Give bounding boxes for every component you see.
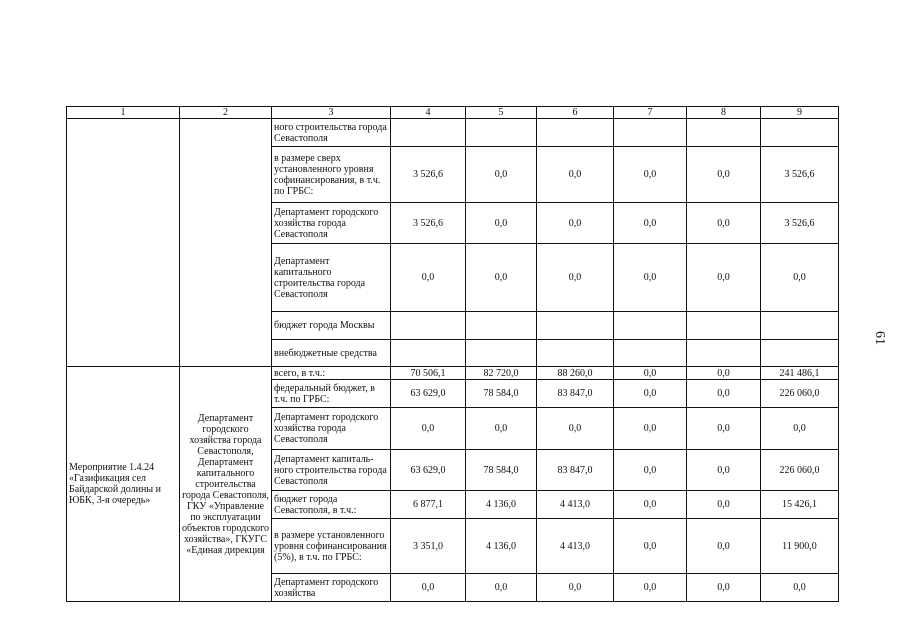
value-cell: 3 526,6 [391,203,466,244]
value-cell: 15 426,1 [761,491,839,519]
value-cell: 3 351,0 [391,519,466,574]
value-cell: 0,0 [466,408,537,450]
value-cell [466,119,537,147]
header-cell: 9 [761,107,839,119]
header-cell: 8 [687,107,761,119]
value-cell: 70 506,1 [391,367,466,380]
header-cell: 6 [537,107,614,119]
value-cell: 0,0 [537,147,614,203]
value-cell: 0,0 [466,244,537,312]
value-cell [537,119,614,147]
value-cell [614,312,687,340]
value-cell: 3 526,6 [761,147,839,203]
funding-source: в размере установленного уровня софинансирования (5%), в т.ч. по ГРБС: [272,519,391,574]
value-cell: 63 629,0 [391,450,466,491]
value-cell: 0,0 [537,244,614,312]
value-cell: 0,0 [687,491,761,519]
value-cell [466,312,537,340]
value-cell: 0,0 [761,408,839,450]
budget-table [66,106,839,602]
value-cell: 0,0 [466,147,537,203]
header-cell: 4 [391,107,466,119]
value-cell: 0,0 [614,408,687,450]
empty-cell [67,119,180,367]
value-cell [761,340,839,367]
value-cell: 0,0 [687,367,761,380]
value-cell: 0,0 [687,380,761,408]
value-cell: 78 584,0 [466,450,537,491]
value-cell: 0,0 [687,244,761,312]
value-cell: 0,0 [391,574,466,602]
value-cell: 83 847,0 [537,450,614,491]
value-cell: 78 584,0 [466,380,537,408]
value-cell: 0,0 [614,244,687,312]
event-name: Мероприятие 1.4.24 «Газификация сел Байдарской долины и ЮБК, 3-я очередь» [67,367,180,602]
header-cell: 7 [614,107,687,119]
header-cell: 3 [272,107,391,119]
value-cell [537,312,614,340]
page-number: 61 [872,331,887,345]
value-cell [761,312,839,340]
header-cell: 5 [466,107,537,119]
empty-cell [180,119,272,367]
value-cell: 0,0 [614,574,687,602]
value-cell: 0,0 [687,519,761,574]
value-cell: 0,0 [614,380,687,408]
value-cell [391,312,466,340]
funding-source: Департамент городского хозяйства [272,574,391,602]
value-cell: 0,0 [614,491,687,519]
funding-source: в размере сверх установленного уровня софинансирования, в т.ч. по ГРБС: [272,147,391,203]
value-cell: 226 060,0 [761,380,839,408]
value-cell: 0,0 [614,519,687,574]
value-cell [614,340,687,367]
value-cell: 83 847,0 [537,380,614,408]
value-cell: 4 136,0 [466,519,537,574]
table-row [67,367,839,380]
funding-source: Департамент капиталь-ного строительства города Севастополя [272,450,391,491]
value-cell [687,312,761,340]
funding-source: внебюджетные средства [272,340,391,367]
header-row [67,107,839,119]
value-cell: 0,0 [466,574,537,602]
value-cell: 0,0 [614,203,687,244]
funding-source: всего, в т.ч.: [272,367,391,380]
value-cell [761,119,839,147]
value-cell: 0,0 [391,408,466,450]
value-cell [687,340,761,367]
funding-source: ного строительства города Севастополя [272,119,391,147]
value-cell: 0,0 [687,408,761,450]
value-cell: 3 526,6 [391,147,466,203]
value-cell: 0,0 [466,203,537,244]
event-executors: Департамент городского хозяйства города Севастополя, Департамент капитального строительства города Севастополя, ГКУ «Управление по эксплуатации объектов городского хозяйства», ГКУГС «Единая дирекция [180,367,272,602]
value-cell: 4 413,0 [537,491,614,519]
value-cell: 3 526,6 [761,203,839,244]
funding-source: Департамент капитального строительства города Севастополя [272,244,391,312]
value-cell [537,340,614,367]
value-cell: 0,0 [687,203,761,244]
value-cell: 0,0 [391,244,466,312]
value-cell: 82 720,0 [466,367,537,380]
funding-source: федеральный бюджет, в т.ч. по ГРБС: [272,380,391,408]
funding-source: Департамент городского хозяйства города Севастополя [272,203,391,244]
value-cell: 0,0 [687,147,761,203]
value-cell: 241 486,1 [761,367,839,380]
value-cell: 0,0 [537,574,614,602]
value-cell [391,119,466,147]
value-cell: 0,0 [687,450,761,491]
header-cell: 1 [67,107,180,119]
value-cell: 0,0 [761,574,839,602]
funding-source: бюджет города Москвы [272,312,391,340]
value-cell [687,119,761,147]
value-cell [466,340,537,367]
funding-source: бюджет города Севастополя, в т.ч.: [272,491,391,519]
value-cell: 0,0 [537,203,614,244]
value-cell: 0,0 [614,147,687,203]
value-cell [391,340,466,367]
value-cell: 11 900,0 [761,519,839,574]
value-cell: 63 629,0 [391,380,466,408]
value-cell: 0,0 [761,244,839,312]
value-cell: 4 413,0 [537,519,614,574]
value-cell: 88 260,0 [537,367,614,380]
value-cell: 4 136,0 [466,491,537,519]
value-cell: 6 877,1 [391,491,466,519]
value-cell: 0,0 [614,450,687,491]
value-cell [614,119,687,147]
table-row [67,119,839,147]
value-cell: 0,0 [537,408,614,450]
funding-source: Департамент городского хозяйства города Севастополя [272,408,391,450]
value-cell: 0,0 [614,367,687,380]
value-cell: 0,0 [687,574,761,602]
header-cell: 2 [180,107,272,119]
value-cell: 226 060,0 [761,450,839,491]
